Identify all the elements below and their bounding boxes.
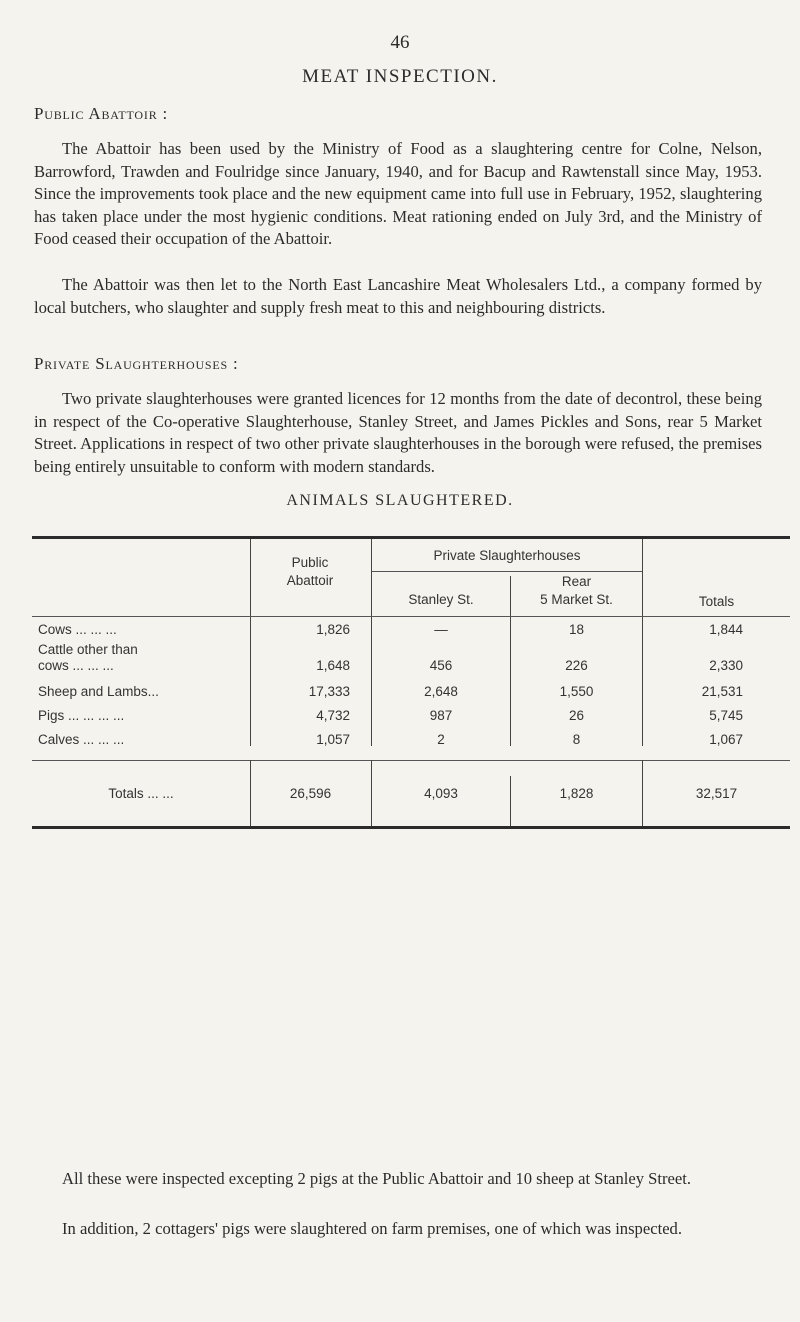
row-label-totals: Totals ... ... (108, 786, 174, 801)
row-label-calves: Calves ... ... ... (38, 732, 125, 747)
table-top-rule (32, 536, 790, 539)
paragraph-abattoir-let: The Abattoir was then let to the North East Lancashire Meat Wholesalers Ltd., a company formed by local butchers, who slaughter and supply fresh meat to this and neighbouring districts. (34, 275, 762, 317)
cell-value: 2,330 (709, 658, 743, 673)
page-title: MEAT INSPECTION. (302, 66, 498, 87)
cell-value: 1,550 (559, 684, 594, 699)
header-rear: Rear (561, 574, 592, 589)
row-label-cattle-line1: Cattle other than (38, 642, 138, 657)
footnote-cottagers: In addition, 2 cottagers' pigs were slaughtered on farm premises, one of which was inspected. (62, 1219, 683, 1238)
header-bottom-rule (32, 616, 790, 617)
cell-total: 4,093 (424, 786, 458, 801)
header-abattoir: Abattoir (286, 573, 334, 588)
header-public: Public (291, 555, 329, 570)
cell-value: 2,648 (424, 684, 458, 699)
table-title: ANIMALS SLAUGHTERED. (286, 492, 514, 509)
cell-value: 1,067 (709, 732, 743, 747)
cell-total: 1,828 (559, 786, 594, 801)
header-5-market-st: 5 Market St. (540, 592, 613, 607)
cell-value: 17,333 (308, 684, 350, 699)
cell-value: 8 (572, 732, 581, 747)
row-label-sheep: Sheep and Lambs... (38, 684, 159, 699)
row-label-cows: Cows ... ... ... (38, 622, 117, 637)
cell-value: 18 (568, 622, 585, 637)
section-heading-private-slaughterhouses: Private Slaughterhouses : (34, 354, 239, 373)
section-heading-public-abattoir: Public Abattoir : (34, 104, 169, 123)
cell-value: 1,057 (316, 732, 350, 747)
cell-value: 456 (429, 658, 453, 673)
cell-value: — (434, 622, 448, 637)
paragraph-private-slaughterhouses: Two private slaughterhouses were granted licences for 12 months from the date of decontrol, these being in respect of the Co-operative Slaughterhouse, Stanley Street, and James Pickles and Sons, rear 5 Market Street. Applications in respect of two other private slaughterhouses in the borough were refused, the premises being entirely unsuitable to conform with modern standards. (34, 389, 762, 476)
cell-value: 5,745 (709, 708, 743, 723)
cell-value: 1,826 (316, 622, 350, 637)
cell-value: 1,844 (709, 622, 743, 637)
cell-value: 987 (429, 708, 453, 723)
cell-value: 4,732 (316, 708, 350, 723)
column-divider (510, 776, 511, 826)
cell-value: 226 (565, 658, 588, 673)
row-label-pigs: Pigs ... ... ... ... (38, 708, 125, 723)
header-private-slaughterhouses: Private Slaughterhouses (433, 548, 581, 563)
page-number: 46 (390, 32, 410, 53)
paragraph-abattoir-ministry: The Abattoir has been used by the Ministry of Food as a slaughtering centre for Colne, Nelson, Barrowford, Trawden and Foulridge since January, 1940, and for Bacup and Rawtenstall since May, 1953. Since the improvements took place and the new equipment came into full use in February, 1952, slaughtering has taken place under the most hygienic conditions. Meat rationing ended on July 3rd, and the Ministry of Food ceased their occupation of the Abattoir. (34, 139, 762, 249)
animals-slaughtered-table (32, 536, 790, 876)
header-stanley-st: Stanley St. (408, 592, 474, 607)
cell-total: 26,596 (289, 786, 332, 801)
header-sub-rule (372, 571, 642, 572)
cell-value: 2 (437, 732, 445, 747)
cell-value: 21,531 (701, 684, 743, 699)
cell-value: 26 (568, 708, 585, 723)
cell-total: 32,517 (695, 786, 738, 801)
row-label-cattle: cows ... ... ... (38, 658, 114, 673)
footnote-inspection: All these were inspected excepting 2 pigs at the Public Abattoir and 10 sheep at Stanley Street. (62, 1169, 692, 1188)
table-bottom-rule (32, 826, 790, 829)
cell-value: 1,648 (316, 658, 350, 673)
totals-top-rule (32, 760, 790, 761)
header-totals: Totals (698, 594, 735, 609)
